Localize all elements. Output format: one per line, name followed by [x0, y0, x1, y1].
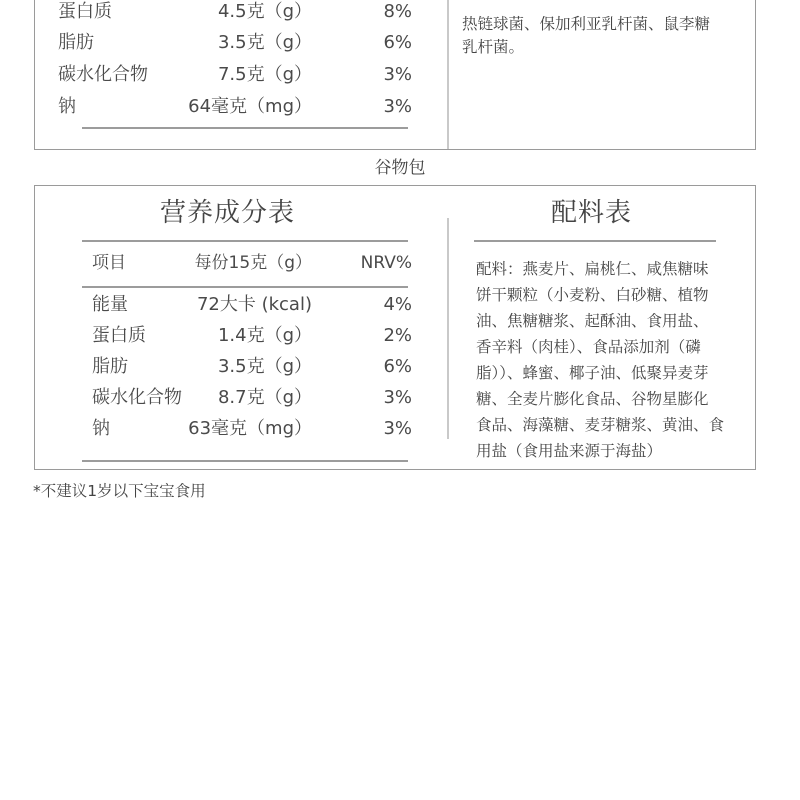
nutrient-nrv: 3%: [383, 96, 412, 117]
top-row-carbs: [58, 63, 418, 87]
top-row-fat: [58, 31, 418, 55]
cereal-row-carbs: [58, 386, 418, 410]
top-row-sodium: [58, 95, 418, 119]
table-bottom-rule: [82, 127, 408, 129]
nutrient-amount: 4.5克（g）: [217, 1, 312, 22]
table-bottom-rule: [82, 460, 408, 462]
pack-caption: 谷物包: [374, 158, 426, 178]
ingredients-line: 配料：燕麦片、扁桃仁、咸焦糖味: [476, 260, 709, 278]
nutrient-nrv: 2%: [383, 325, 412, 346]
nutrient-nrv: 3%: [383, 418, 412, 439]
table-top-rule: [82, 240, 408, 242]
ingredients-title: 配料表: [551, 198, 633, 228]
nutrient-amount: 63毫克（mg）: [188, 418, 312, 439]
nutrient-name: 脂肪: [92, 356, 128, 377]
ingredients-line: 乳杆菌。: [462, 38, 525, 56]
nutrient-name: 脂肪: [58, 32, 94, 53]
nutrient-name: 蛋白质: [58, 1, 112, 22]
ingredients-line: 热链球菌、保加利亚乳杆菌、鼠李糖: [462, 15, 711, 33]
age-warning-footnote: *不建议1岁以下宝宝食用: [33, 482, 206, 500]
cereal-row-sodium: [58, 417, 418, 441]
nutrient-amount: 3.5克（g）: [217, 356, 312, 377]
header-item: 项目: [92, 253, 126, 273]
panel-divider: [447, 0, 449, 149]
ingredients-line: 油、焦糖糖浆、起酥油、食用盐、: [476, 312, 709, 330]
cereal-row-fat: [58, 355, 418, 379]
ingredients-line: 饼干颗粒（小麦粉、白砂糖、植物: [476, 286, 709, 304]
ingredients-line: 脂））、蜂蜜、椰子油、低聚异麦芽: [476, 364, 709, 382]
nutrient-nrv: 3%: [383, 387, 412, 408]
nutrient-nrv: 6%: [383, 356, 412, 377]
table-header-row: [58, 251, 418, 275]
panel-divider: [447, 218, 449, 439]
nutrient-name: 能量: [92, 294, 128, 315]
nutrient-nrv: 4%: [383, 294, 412, 315]
ingredients-rule: [474, 240, 716, 242]
nutrient-amount: 64毫克（mg）: [188, 96, 312, 117]
nutrient-amount: 72大卡 (kcal): [196, 294, 312, 315]
nutrient-name: 钠: [58, 96, 76, 117]
cereal-row-energy: [58, 293, 418, 317]
nutrient-amount: 7.5克（g）: [217, 64, 312, 85]
ingredients-line: 糖、全麦片膨化食品、谷物星膨化: [476, 390, 709, 408]
header-rule: [82, 286, 408, 288]
nutrient-nrv: 6%: [383, 32, 412, 53]
nutrient-amount: 8.7克（g）: [217, 387, 312, 408]
header-per-serving: 每份15克（g）: [194, 253, 312, 273]
ingredients-line: 香辛料（肉桂）、食品添加剂（磷: [476, 338, 701, 356]
nutrition-table-title: 营养成分表: [160, 198, 296, 228]
top-row-protein: [58, 0, 418, 24]
nutrient-name: 钠: [92, 418, 110, 439]
nutrient-nrv: 8%: [383, 1, 412, 22]
header-nrv: NRV%: [360, 253, 412, 273]
nutrient-nrv: 3%: [383, 64, 412, 85]
nutrient-name: 碳水化合物: [58, 64, 148, 85]
cereal-row-protein: [58, 324, 418, 348]
nutrient-amount: 3.5克（g）: [217, 32, 312, 53]
ingredients-line: 食品、海藻糖、麦芽糖浆、黄油、食: [476, 416, 725, 434]
ingredients-line: 用盐（食用盐来源于海盐）: [476, 442, 663, 460]
nutrient-name: 蛋白质: [92, 325, 146, 346]
nutrient-amount: 1.4克（g）: [217, 325, 312, 346]
nutrient-name: 碳水化合物: [92, 387, 182, 408]
